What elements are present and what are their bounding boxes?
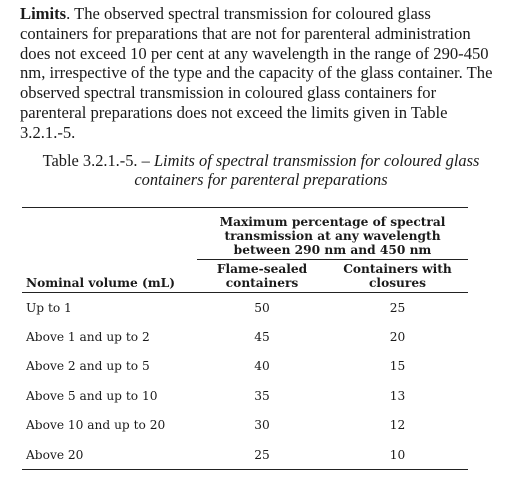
- cell-flame-sealed: 35: [254, 388, 270, 403]
- cell-flame-sealed: 50: [254, 300, 270, 315]
- group-header: Maximum percentage of spectral transmission at any wavelength between 290 nm and 450 nm: [197, 208, 468, 260]
- cell-nominal-volume: Above 2 and up to 5: [26, 359, 150, 374]
- cell-flame-sealed: 30: [254, 418, 270, 433]
- col-header-flame-sealed: Flame-sealed containers: [197, 260, 327, 293]
- cell-closures: 13: [389, 388, 406, 403]
- limits-table: [22, 207, 468, 470]
- table-row: [22, 411, 468, 440]
- cell-closures: 12: [389, 418, 406, 433]
- cell-nominal-volume: Above 5 and up to 10: [26, 388, 158, 403]
- cell-flame-sealed: 45: [254, 330, 270, 345]
- cell-closures: 10: [327, 440, 468, 470]
- table-row: [22, 322, 468, 351]
- cell-closures: 25: [389, 300, 406, 315]
- cell-nominal-volume: Above 10 and up to 20: [26, 418, 166, 433]
- table-caption: [20, 151, 498, 190]
- limits-paragraph: [20, 4, 498, 143]
- cell-nominal-volume: Up to 1: [26, 300, 72, 315]
- cell-closures: 20: [389, 330, 406, 345]
- table-row: [22, 293, 468, 323]
- table-row: [22, 381, 468, 410]
- cell-flame-sealed: 40: [254, 359, 270, 374]
- group-header-blank: [22, 208, 197, 260]
- col-header-nominal-volume: Nominal volume (mL): [22, 260, 197, 293]
- cell-flame-sealed: 25: [197, 440, 327, 470]
- caption-label: Table 3.2.1.-5. –: [42, 150, 154, 170]
- col-header-closures: Containers with closures: [327, 260, 468, 293]
- cell-nominal-volume: Above 20: [22, 440, 197, 470]
- cell-closures: 15: [389, 359, 406, 374]
- column-header-row: [22, 260, 468, 293]
- group-header-row: [22, 208, 468, 260]
- paragraph-lead: Limits: [20, 4, 67, 23]
- table-row: [22, 440, 468, 470]
- document-page: [20, 4, 498, 190]
- paragraph-text: . The observed spectral transmission for coloured glass containers for preparations that are not for parenteral administration does not exceed 10 per cent at any wavelength in the range of 290-450 nm, irrespective of the type and the capacity of the glass container. The observed spectral transmission in coloured glass containers for parenteral preparations does not exceed the limits given in Table 3.2.1.-5.: [20, 4, 493, 142]
- caption-title: Limits of spectral transmission for coloured glass containers for parenteral preparations: [134, 150, 480, 190]
- cell-nominal-volume: Above 1 and up to 2: [26, 330, 150, 345]
- table-row: [22, 352, 468, 381]
